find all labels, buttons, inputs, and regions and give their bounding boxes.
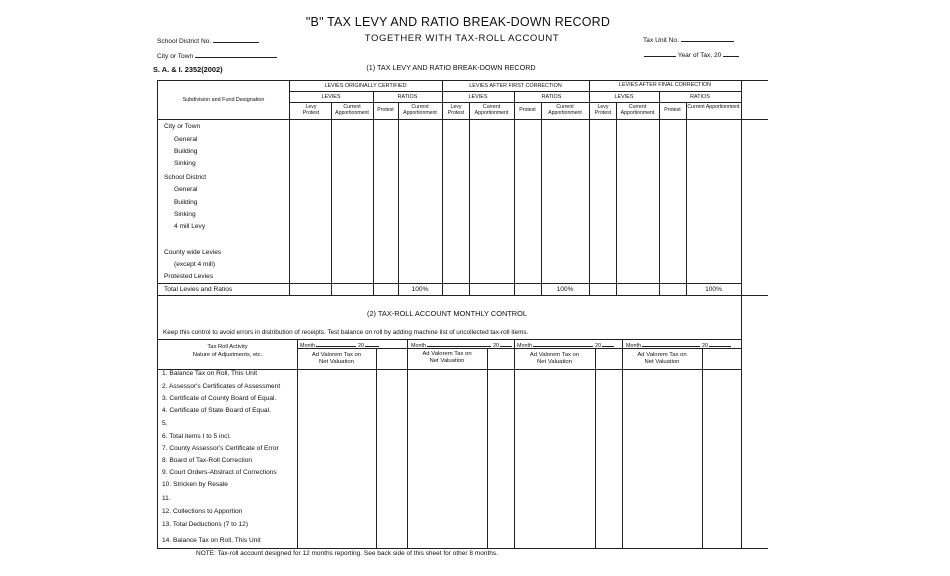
tax-unit-field[interactable] bbox=[643, 34, 734, 44]
col-protest: Protest bbox=[519, 107, 536, 113]
year-of-tax-field[interactable] bbox=[644, 49, 739, 59]
col-levy-protest: Levy Protest bbox=[594, 104, 612, 116]
row-label: Sinking bbox=[174, 160, 196, 167]
ad-valorem-header: Ad Valorem Tax on Net Valuation bbox=[529, 352, 580, 365]
row-label: Building bbox=[174, 199, 198, 206]
city-label: City or Town bbox=[157, 53, 194, 60]
total-ratio-value: 100% bbox=[411, 286, 429, 293]
item-label: 1. Balance Tax on Roll, This Unit bbox=[162, 370, 258, 377]
section1-title: (1) TAX LEVY AND RATIO BREAK-DOWN RECORD bbox=[366, 63, 536, 72]
month-field[interactable]: Month 20 bbox=[411, 341, 512, 349]
school-district-field[interactable] bbox=[157, 35, 259, 45]
col-protest: Protest bbox=[377, 107, 394, 113]
row-label: Building bbox=[174, 148, 198, 155]
levies-header: LEVIES bbox=[321, 94, 341, 100]
item-label: 14. Balance Tax on Roll, This Unit bbox=[162, 537, 261, 544]
item-label: 4. Certificate of State Board of Equal. bbox=[162, 407, 271, 414]
ratios-header: RATIOS bbox=[541, 94, 562, 100]
item-label: 9. Court Orders-Abstract of Corrections bbox=[162, 469, 277, 476]
item-label: 6. Total items I to 5 incl. bbox=[162, 433, 231, 440]
col-levy-protest: Levy Protest bbox=[447, 104, 465, 116]
month-field[interactable]: Month 20 bbox=[300, 341, 379, 349]
row-label: Protested Levies bbox=[164, 273, 214, 280]
tax-unit-label: Tax Unit No. bbox=[643, 37, 679, 44]
col-current-apportionment: Current Apportionment bbox=[687, 104, 740, 110]
school-district-label: School District No. bbox=[157, 38, 212, 45]
city-field[interactable] bbox=[157, 50, 277, 60]
activity-header: Tax Roll Activity bbox=[207, 344, 248, 350]
ratios-header: RATIOS bbox=[397, 94, 418, 100]
levies-header: LEVIES bbox=[614, 94, 634, 100]
ad-valorem-header: Ad Valorem Tax on Net Valuation bbox=[311, 352, 362, 365]
form-subtitle: TOGETHER WITH TAX-ROLL ACCOUNT bbox=[364, 33, 560, 44]
ad-valorem-header: Ad Valorem Tax on Net Valuation bbox=[637, 352, 687, 365]
item-label: 11. bbox=[162, 495, 171, 502]
subdivision-header: Subdivision and Fund Designation bbox=[182, 97, 265, 103]
month-field[interactable]: Month 20 bbox=[626, 341, 731, 349]
item-label: 3. Certificate of County Board of Equal. bbox=[162, 395, 277, 402]
col-levy-protest: Levy Protest bbox=[302, 104, 320, 116]
item-label: 7. County Assessor's Certificate of Error bbox=[162, 445, 279, 452]
year-label: Year of Tax, 20 bbox=[677, 52, 722, 59]
col-current-apportionment: Current Apportionment bbox=[620, 104, 655, 116]
group-header-original: LEVIES ORIGINALLY CERTIFIED bbox=[324, 83, 407, 89]
item-label: 10. Stricken by Resale bbox=[162, 481, 228, 488]
row-label: City or Town bbox=[164, 123, 201, 130]
total-ratio-value: 100% bbox=[556, 286, 574, 293]
control-instruction: Keep this control to avoid errors in distribution of receipts. Test balance on roll by adding machine list of uncollected tax-roll items. bbox=[163, 329, 529, 336]
total-ratio-value: 100% bbox=[705, 286, 722, 293]
item-label: 5. bbox=[162, 420, 168, 427]
row-label: General bbox=[174, 186, 198, 193]
col-current-apportionment: Current Apportionment bbox=[548, 104, 582, 116]
form-title: "B" TAX LEVY AND RATIO BREAK-DOWN RECORD bbox=[305, 15, 611, 29]
month-field[interactable]: Month 20 bbox=[517, 341, 614, 349]
row-label: School District bbox=[164, 174, 207, 181]
item-label: 12. Collections to Apportion bbox=[162, 508, 243, 515]
ad-valorem-header: Ad Valorem Tax on Net Valuation bbox=[422, 351, 472, 364]
row-label: General bbox=[174, 136, 198, 143]
col-current-apportionment: Current Apportionment bbox=[474, 104, 509, 116]
row-label: Sinking bbox=[174, 211, 196, 218]
row-label: County wide Levies bbox=[164, 249, 222, 256]
total-row-label: Total Levies and Ratios bbox=[164, 286, 233, 293]
item-label: 8. Board of Tax-Roll Correction bbox=[162, 457, 253, 464]
col-protest: Protest bbox=[664, 107, 681, 113]
section2-title: (2) TAX-ROLL ACCOUNT MONTHLY CONTROL bbox=[366, 309, 527, 318]
form-id: S. A. & I. 2352(2002) bbox=[153, 65, 223, 74]
ratios-header: RATIOS bbox=[690, 94, 710, 100]
group-header-first-correction: LEVIES AFTER FIRST CORRECTION bbox=[469, 83, 562, 89]
footer-note: NOTE: Tax-roll account designed for 12 months reporting. See back side of this sheet for other 8 months. bbox=[196, 550, 498, 557]
col-current-apportionment: Current Apportionment bbox=[335, 104, 369, 116]
item-label: 2. Assessor's Certificates of Assessment bbox=[162, 383, 281, 390]
nature-header: Nature of Adjustments, etc. bbox=[192, 352, 263, 358]
group-header-final-correction: LEVIES AFTER FINAL CORRECTION bbox=[618, 82, 712, 88]
row-label: (except 4 mill) bbox=[174, 261, 216, 268]
row-label: 4 mill Levy bbox=[174, 223, 206, 230]
levies-header: LEVIES bbox=[468, 94, 488, 100]
item-label: 13. Total Deductions (7 to 12) bbox=[162, 521, 249, 528]
col-current-apportionment: Current Apportionment bbox=[403, 104, 437, 116]
